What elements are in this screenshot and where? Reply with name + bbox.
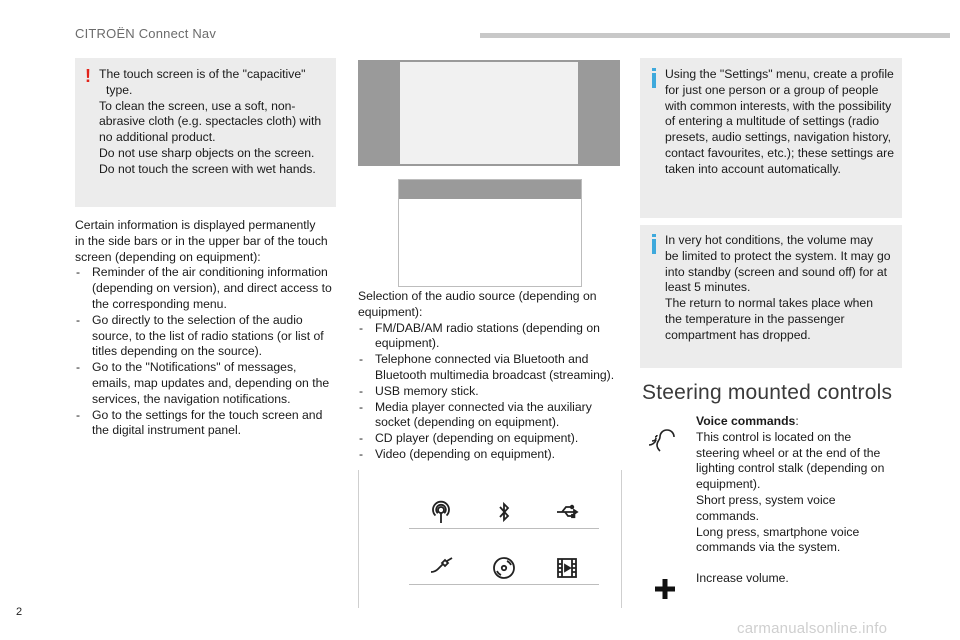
section-heading: Steering mounted controls: [642, 381, 893, 404]
screen-top-bar: [399, 180, 581, 199]
info-icon: [652, 73, 656, 88]
aux-cable-icon-cell: [409, 552, 473, 592]
voice-line: commands.: [696, 508, 759, 523]
intro-line: Certain information is displayed permanently: [75, 218, 316, 232]
warning-line: type.: [106, 82, 133, 97]
radio-icon-cell: [409, 496, 473, 536]
info-line: the temperature in the passenger: [665, 311, 845, 326]
info-line: least 5 minutes.: [665, 280, 751, 295]
info-line: into standby (screen and sound off) for at: [665, 264, 887, 279]
warning-line: The touch screen is of the "capacitive": [99, 67, 306, 81]
intro-line: screen (depending on equipment):: [75, 249, 261, 264]
bluetooth-icon: [492, 500, 516, 524]
voice-line: This control is located on the: [696, 429, 852, 444]
list-item: - USB memory stick.: [358, 384, 623, 400]
voice-commands-title: Voice commands: [696, 414, 796, 428]
header-rule: [480, 33, 950, 38]
info-line: be limited to protect the system. It may go: [665, 248, 891, 263]
voice-line: steering wheel or at the end of the: [696, 445, 881, 460]
list-item: - Telephone connected via Bluetooth and Bluetooth multimedia broadcast (streaming).: [358, 352, 623, 384]
info-line: of entering a multitude of settings (radio: [665, 114, 880, 129]
screen-illustration: [358, 60, 620, 166]
voice-commands-text: [696, 414, 906, 556]
cd-icon-cell: [472, 552, 536, 592]
warning-line: Do not touch the screen with wet hands.: [99, 161, 316, 176]
intro-line: Selection of the audio source (depending on: [358, 289, 597, 303]
info-line: taken into account automatically.: [665, 161, 841, 176]
voice-line: Long press, smartphone voice: [696, 524, 860, 539]
list-item: - Media player connected via the auxiliary socket (depending on equipment).: [358, 400, 623, 432]
list-item: - FM/DAB/AM radio stations (depending on equipment).: [358, 321, 623, 353]
list-item: - Go to the settings for the touch screen and the digital instrument panel.: [75, 408, 340, 440]
info-line: compartment has dropped.: [665, 327, 811, 342]
info-line: Using the "Settings" menu, create a profile: [665, 67, 894, 81]
aux-cable-icon: [429, 556, 455, 580]
usb-icon-cell: [535, 496, 599, 536]
info-line: The return to normal takes place when: [665, 296, 873, 311]
warning-line: no additional product.: [99, 130, 216, 145]
list-item: - Go to the "Notifications" of messages, emails, map updates and, depending on the services, the navigation notifications.: [75, 360, 340, 407]
voice-line: lighting control stalk (depending on: [696, 461, 885, 476]
warning-line: To clean the screen, use a soft, non-: [99, 98, 296, 113]
audio-source-list: [358, 321, 623, 463]
left-column: [75, 218, 340, 439]
screen-display: [400, 62, 578, 164]
warning-icon: !: [85, 66, 91, 86]
list-item: - CD player (depending on equipment).: [358, 431, 623, 447]
list-item: - Go directly to the selection of the audio source, to the list of radio stations (or list of titles depending on the source).: [75, 313, 340, 360]
video-icon: [555, 556, 579, 580]
list-item: - Reminder of the air conditioning information (depending on version), and direct access to the corresponding menu.: [75, 265, 340, 312]
intro-line: equipment):: [358, 304, 423, 319]
cd-icon: [492, 556, 516, 580]
screen-illustration-detail: [398, 179, 582, 287]
increase-volume-text: Increase volume.: [696, 571, 789, 585]
info-box-settings: [640, 58, 902, 218]
warning-line: abrasive cloth (e.g. spectacles cloth) with: [99, 114, 322, 129]
radio-icon: [429, 500, 453, 524]
info-line: presets, audio settings, navigation history,: [665, 130, 892, 145]
info-icon: [652, 239, 656, 254]
middle-column: [358, 289, 623, 463]
info-line: In very hot conditions, the volume may: [665, 233, 873, 247]
voice-commands-title-suffix: :: [795, 414, 799, 428]
list-item: - Video (depending on equipment).: [358, 447, 623, 463]
voice-command-icon: [646, 421, 682, 462]
usb-icon: [555, 500, 581, 524]
voice-line: commands via the system.: [696, 540, 841, 555]
page-number: 2: [16, 606, 23, 618]
page-header-title: CITROËN Connect Nav: [75, 26, 217, 41]
info-box-temperature: [640, 225, 902, 368]
bluetooth-icon-cell: [472, 496, 536, 536]
warning-line: Do not use sharp objects on the screen.: [99, 145, 315, 160]
watermark: carmanualsonline.info: [737, 620, 888, 637]
voice-line: Short press, system voice: [696, 492, 836, 507]
warning-box: [75, 58, 336, 207]
info-line: for just one person or a group of people: [665, 82, 879, 97]
intro-line: in the side bars or in the upper bar of the touch: [75, 233, 328, 248]
audio-source-icon-panel: [358, 470, 622, 608]
voice-line: equipment).: [696, 477, 761, 492]
plus-icon: [654, 578, 676, 605]
side-bar-list: [75, 265, 340, 439]
video-icon-cell: [535, 552, 599, 592]
info-line: with common interests, with the possibility: [665, 98, 892, 113]
info-line: contact favourites, etc.); these settings are: [665, 145, 894, 160]
